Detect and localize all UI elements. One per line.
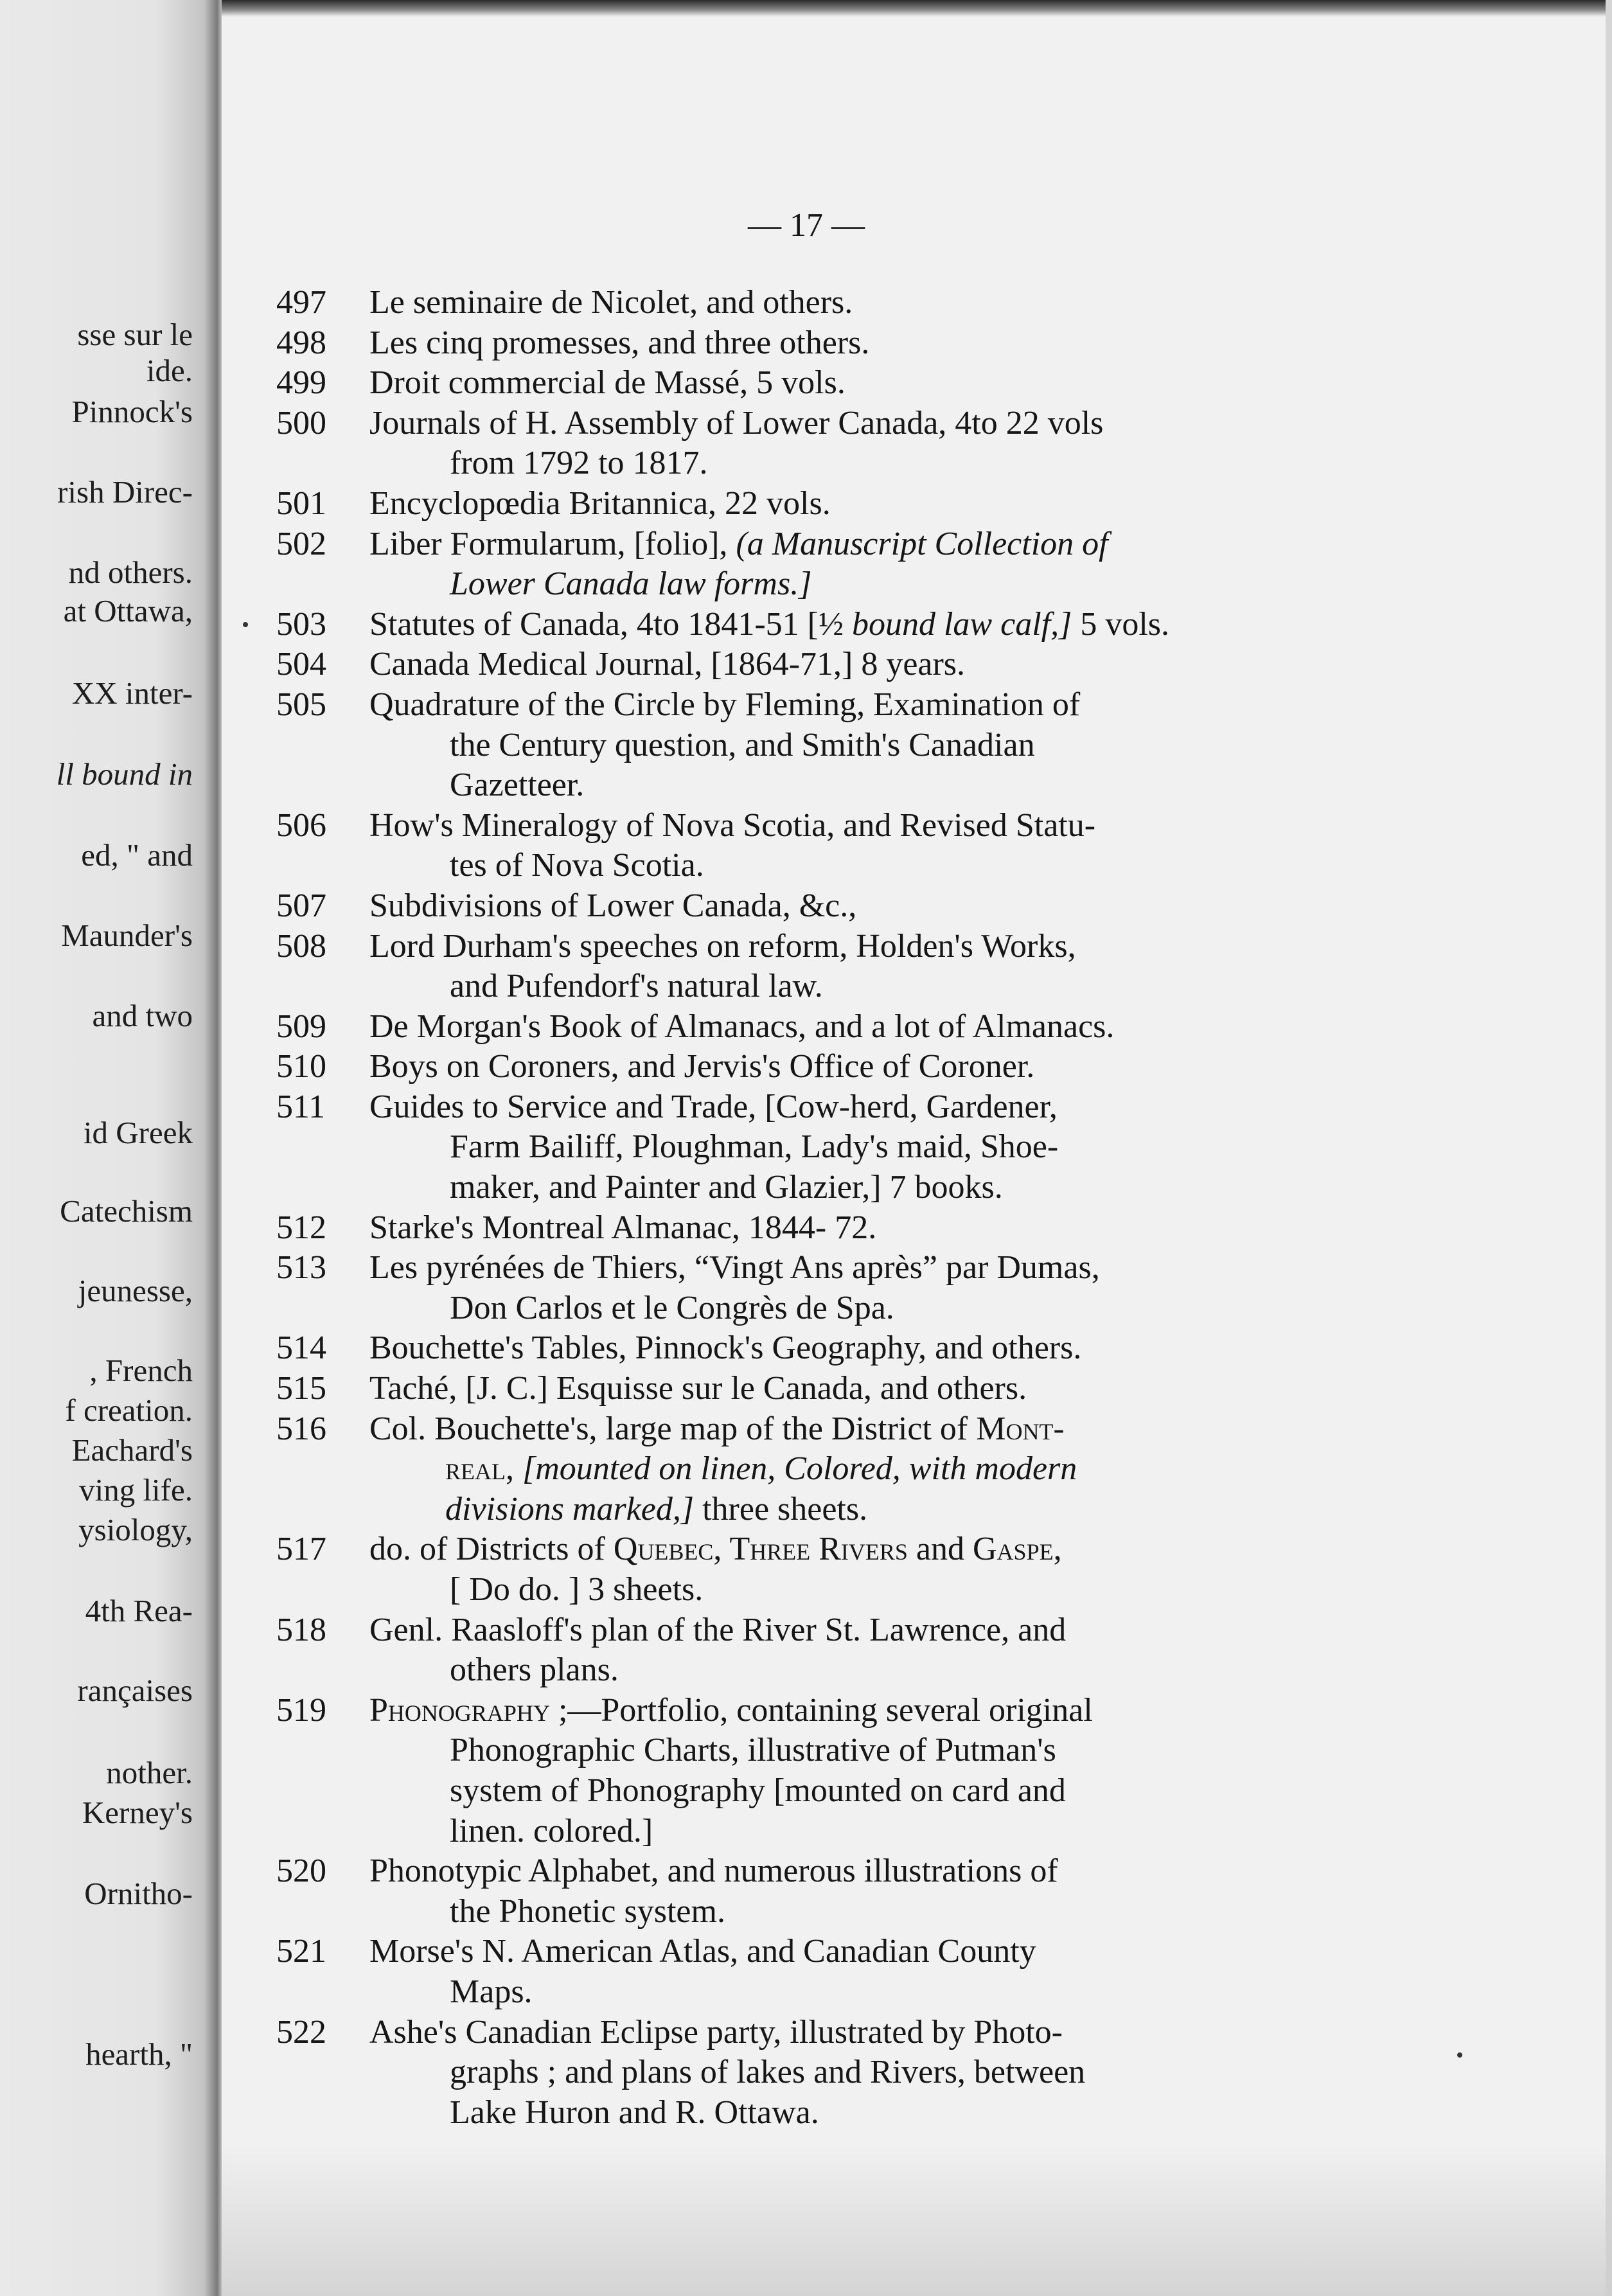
catalogue-entry (276, 1409, 1349, 1530)
catalogue-entry (276, 1369, 1349, 1409)
facing-page-fragment: and two (92, 998, 193, 1033)
entry-text-segment: Morse's N. American Atlas, and Canadian County (369, 1933, 1036, 1970)
entry-line (369, 605, 1349, 645)
catalogue-entry (276, 1047, 1349, 1087)
facing-page-fragment: jeunesse, (78, 1273, 193, 1308)
catalogue-entry (276, 1007, 1349, 1047)
entry-text-segment: Taché, [J. C.] Esquisse sur le Canada, and others. (369, 1370, 1027, 1407)
entry-text-segment: Liber Formularum, [folio], (369, 525, 728, 562)
facing-page-fragment: sse sur le (77, 317, 193, 352)
entry-line (369, 404, 1349, 444)
catalogue-entry (276, 886, 1349, 927)
entry-number: 511 (276, 1088, 326, 1125)
entry-text-segment: from 1792 to 1817. (450, 445, 708, 482)
entry-text-segment: Quadrature of the Circle by Fleming, Examination of (369, 686, 1081, 723)
entry-line (369, 846, 1349, 886)
entry-line (369, 363, 1349, 404)
entry-line (369, 685, 1349, 725)
catalogue-entry (276, 484, 1349, 524)
catalogue-entry (276, 1328, 1349, 1369)
entry-line (369, 645, 1349, 685)
entry-number: 517 (276, 1531, 326, 1568)
entry-text-segment: Phonographic Charts, illustrative of Putman's (450, 1732, 1056, 1769)
entry-number: 509 (276, 1008, 326, 1045)
entry-text-segment: Lord Durham's speeches on reform, Holden's Works, (369, 927, 1076, 965)
entry-text-segment: Guides to Service and Trade, [Cow-herd, Gardener, (369, 1088, 1058, 1125)
entry-text-segment: Le seminaire de Nicolet, and others. (369, 284, 853, 321)
entry-text-segment: graphs ; and plans of lakes and Rivers, between (450, 2054, 1086, 2091)
facing-page-fragment: Eachard's (71, 1432, 193, 1468)
entry-text-segment: Lower Canada law forms.] (450, 565, 812, 603)
entry-line (369, 1409, 1349, 1450)
stray-ink-dot (243, 622, 248, 627)
entry-text-segment: ;—Portfolio, containing several original (558, 1691, 1093, 1729)
entry-text-segment: [ Do do. ] 3 sheets. (450, 1571, 704, 1608)
facing-page-fragment: Pinnock's (71, 394, 193, 429)
entry-number: 519 (276, 1691, 326, 1729)
page-right-edge (1606, 0, 1612, 2296)
catalogue-entries (276, 283, 1349, 2133)
entry-line (369, 443, 1349, 484)
entry-number: 507 (276, 887, 326, 924)
entry-line (369, 283, 1349, 323)
entry-line (369, 725, 1349, 766)
entry-line (369, 1087, 1349, 1128)
entry-text-segment: Farm Bailiff, Ploughman, Lady's maid, Shoe- (450, 1128, 1059, 1166)
entry-line (369, 966, 1349, 1007)
entry-number: 500 (276, 404, 326, 441)
entry-text-segment: Canada Medical Journal, [1864-71,] 8 years. (369, 646, 966, 683)
entry-number: 508 (276, 927, 326, 965)
entry-text-segment: bound law calf,] (851, 605, 1072, 643)
catalogue-entry (276, 605, 1349, 645)
entry-line (369, 1328, 1349, 1369)
catalogue-entry (276, 404, 1349, 484)
entry-text-segment: Maps. (450, 1973, 533, 2010)
facing-page-fragment: Catechism (60, 1193, 193, 1229)
catalogue-entry (276, 1691, 1349, 1851)
catalogue-entry (276, 1932, 1349, 2012)
facing-page-fragment: ed, " and (81, 837, 193, 873)
entry-text-segment: Starke's Montreal Almanac, 1844- 72. (369, 1209, 877, 1246)
facing-page-fragment: ll bound in (56, 756, 193, 792)
entry-text-segment: How's Mineralogy of Nova Scotia, and Revised Statu- (369, 806, 1096, 844)
entry-line (369, 564, 1349, 605)
entry-number: 510 (276, 1048, 326, 1085)
catalogue-entry (276, 1851, 1349, 1932)
entry-text-segment: and Pufendorf's natural law. (450, 968, 823, 1005)
entry-line (369, 1449, 1349, 1490)
entry-text-segment: Statutes of Canada, 4to 1841-51 [½ (369, 605, 844, 643)
entry-text-segment: Phonotypic Alphabet, and numerous illustrations of (369, 1853, 1058, 1890)
entry-text-segment: Les cinq promesses, and three others. (369, 324, 870, 361)
entry-text-segment: the Phonetic system. (450, 1892, 725, 1930)
entry-line (369, 1851, 1349, 1892)
entry-line (369, 927, 1349, 967)
entry-text-segment: Phonography (369, 1691, 550, 1729)
entry-text-segment: Les pyrénées de Thiers, “Vingt Ans après” par Dumas, (369, 1249, 1100, 1286)
catalogue-entry (276, 1208, 1349, 1249)
catalogue-entry (276, 323, 1349, 364)
entry-number: 504 (276, 646, 326, 683)
facing-page-fragment: ysiology, (78, 1512, 193, 1547)
entry-text-segment: Ashe's Canadian Eclipse party, illustrated by Photo- (369, 2013, 1063, 2051)
catalogue-entry (276, 645, 1349, 685)
entry-number: 499 (276, 364, 326, 402)
entry-line (369, 2093, 1349, 2133)
entry-line (369, 2052, 1349, 2093)
entry-line (369, 1369, 1349, 1409)
entry-line (369, 1288, 1349, 1329)
entry-text-segment: real, (445, 1450, 514, 1488)
entry-line (369, 1248, 1349, 1288)
entry-number: 515 (276, 1370, 326, 1407)
entry-line (369, 323, 1349, 364)
facing-page-fragment: nother. (106, 1755, 193, 1790)
entry-number: 514 (276, 1330, 326, 1367)
entry-line (369, 2013, 1349, 2053)
facing-page-fragment: at Ottawa, (63, 593, 193, 628)
facing-page-fragment: Ornitho- (84, 1876, 193, 1911)
facing-page-fragment: rançaises (77, 1673, 193, 1708)
entry-line (369, 1811, 1349, 1852)
entry-text-segment: Col. Bouchette's, large map of the District of (369, 1410, 968, 1447)
entry-number: 522 (276, 2013, 326, 2051)
entry-text-segment: Quebec, Three Rivers (613, 1531, 908, 1568)
entry-line (369, 1972, 1349, 2013)
facing-page-fragment: rish Direc- (57, 474, 193, 510)
entry-line (369, 1650, 1349, 1691)
facing-page-fragment: f creation. (65, 1393, 193, 1428)
entry-text-segment: Droit commercial de Massé, 5 vols. (369, 364, 846, 402)
entry-line (369, 1691, 1349, 1731)
facing-page-fragment: hearth, " (85, 2036, 193, 2072)
entry-text-segment: do. of Districts of (369, 1531, 605, 1568)
entry-number: 503 (276, 605, 326, 643)
catalogue-entry (276, 283, 1349, 323)
entry-number: 518 (276, 1611, 326, 1648)
facing-page-fragment: nd others. (68, 555, 193, 590)
entry-line (369, 1047, 1349, 1087)
entry-line (369, 886, 1349, 927)
entry-line (369, 1610, 1349, 1651)
entry-line (369, 1932, 1349, 1972)
entry-number: 498 (276, 324, 326, 361)
catalogue-entry (276, 1529, 1349, 1610)
entry-text-segment: De Morgan's Book of Almanacs, and a lot of Almanacs. (369, 1008, 1115, 1045)
entry-text-segment: and (916, 1531, 964, 1568)
entry-text-segment: linen. colored.] (450, 1812, 653, 1849)
catalogue-entry (276, 685, 1349, 806)
page-top-edge (222, 0, 1612, 17)
facing-page-fragment: Kerney's (82, 1795, 193, 1830)
entry-line (369, 1529, 1349, 1570)
entry-number: 501 (276, 485, 326, 522)
entry-line (369, 1127, 1349, 1168)
entry-text-segment: 5 vols. (1080, 605, 1170, 643)
entry-line (369, 1771, 1349, 1811)
entry-text-segment: others plans. (450, 1651, 619, 1689)
facing-page-fragment: ving life. (79, 1472, 193, 1508)
catalogue-entry (276, 1087, 1349, 1208)
entry-text-segment: (a Manuscript Collection of (736, 525, 1108, 562)
entry-text-segment: Journals of H. Assembly of Lower Canada, 4to 22 vols (369, 404, 1104, 441)
entry-line (369, 1892, 1349, 1932)
facing-page-fragment: 4th Rea- (85, 1593, 193, 1628)
entry-number: 520 (276, 1853, 326, 1890)
entry-line (369, 1570, 1349, 1610)
catalogue-entry (276, 1248, 1349, 1328)
entry-line (369, 765, 1349, 806)
catalogue-entry (276, 524, 1349, 605)
entry-line (369, 1490, 1349, 1530)
entry-number: 516 (276, 1410, 326, 1447)
entry-line (369, 806, 1349, 846)
facing-page-fragment: ide. (146, 353, 193, 388)
entry-line (369, 484, 1349, 524)
entry-text-segment: Gaspe, (973, 1531, 1062, 1568)
entry-text-segment: [mounted on linen, Colored, with modern (522, 1450, 1077, 1488)
facing-page-fragment: XX inter- (71, 675, 193, 711)
page-bottom-shade (222, 2142, 1612, 2296)
entry-number: 506 (276, 806, 326, 844)
entry-text-segment: Encyclopœdia Britannica, 22 vols. (369, 485, 831, 522)
entry-line (369, 1007, 1349, 1047)
entry-text-segment: Subdivisions of Lower Canada, &c., (369, 887, 857, 924)
entry-line (369, 1731, 1349, 1771)
catalogue-entry (276, 1610, 1349, 1691)
entry-text-segment: Gazetteer. (450, 767, 585, 804)
page-number: — 17 — (748, 207, 865, 244)
entry-text-segment: tes of Nova Scotia. (450, 847, 704, 884)
entry-text-segment: Don Carlos et le Congrès de Spa. (450, 1289, 894, 1326)
entry-line (369, 1208, 1349, 1249)
entry-text-segment: Boys on Coroners, and Jervis's Office of Coroner. (369, 1048, 1035, 1085)
entry-text-segment: the Century question, and Smith's Canadian (450, 726, 1035, 763)
entry-number: 505 (276, 686, 326, 723)
catalogue-entry (276, 363, 1349, 404)
entry-text-segment: Genl. Raasloff's plan of the River St. Lawrence, and (369, 1611, 1067, 1648)
entry-text-segment: divisions marked,] (445, 1490, 695, 1527)
facing-page-fragment: , French (89, 1353, 193, 1388)
entry-text-segment: Mont- (976, 1410, 1065, 1447)
entry-text-segment: maker, and Painter and Glazier,] 7 books. (450, 1169, 1003, 1206)
catalogue-entry (276, 927, 1349, 1007)
entry-line (369, 1168, 1349, 1208)
stray-ink-dot (1457, 2052, 1462, 2058)
entry-number: 502 (276, 525, 326, 562)
entry-text-segment: three sheets. (702, 1490, 868, 1527)
entry-text-segment: Lake Huron and R. Ottawa. (450, 2094, 819, 2131)
entry-number: 513 (276, 1249, 326, 1286)
entry-text-segment: system of Phonography [mounted on card and (450, 1772, 1066, 1809)
entry-text-segment: Bouchette's Tables, Pinnock's Geography, and others. (369, 1330, 1082, 1367)
entry-line (369, 524, 1349, 565)
entry-number: 521 (276, 1933, 326, 1970)
facing-page-fragment: id Greek (83, 1115, 193, 1150)
catalogue-entry (276, 806, 1349, 886)
entry-number: 512 (276, 1209, 326, 1246)
facing-page-fragment: Maunder's (61, 918, 193, 953)
entry-number: 497 (276, 284, 326, 321)
catalogue-entry (276, 2013, 1349, 2133)
